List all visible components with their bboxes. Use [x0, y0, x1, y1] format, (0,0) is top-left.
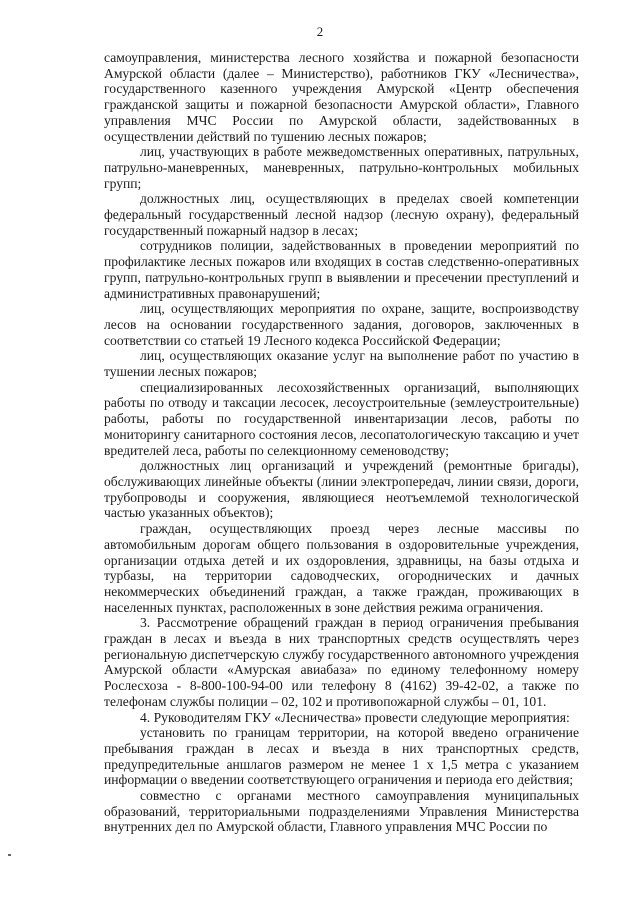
paragraph-joint-actions: совместно с органами местного самоуправления муниципальных образований, территориальными подразделениями Управления Министерства внутренних дел по Амурской области, Главного управления МЧС России по: [104, 788, 579, 835]
paragraph-forest-protection: лиц, осуществляющих мероприятия по охране, защите, воспроизводству лесов на основании государственного задания, договоров, заключенных в соответствии со статьей 19 Лесного кодекса Российской Федерации;: [104, 301, 579, 348]
paragraph-firefighting-services: лиц, осуществляющих оказание услуг на выполнение работ по участию в тушении лесных пожаров;: [104, 348, 579, 380]
paragraph-patrol-groups: лиц, участвующих в работе межведомственных оперативных, патрульных, патрульно-маневренных, маневренных, патрульно-контрольных мобильных групп;: [104, 144, 579, 191]
paragraph-forestry-organizations: специализированных лесохозяйственных организаций, выполняющих работы по отводу и таксации лесосек, лесоустроительные (землеустроительные) работы, работы по государственной инвентаризации лесов, работы по мониторингу санитарного состояния лесов, лесопатологическую таксацию и учет вредителей леса, работы по селекционному семеноводству;: [104, 379, 579, 458]
paragraph-item-4-heading: 4. Руководителям ГКУ «Лесничества» провести следующие мероприятия:: [140, 709, 570, 725]
paragraph-forest-supervision: должностных лиц, осуществляющих в пределах своей компетенции федеральный государственный лесной надзор (лесную охрану), федеральный государственный пожарный надзор в лесах;: [104, 191, 579, 238]
paragraph-continuation: самоуправления, министерства лесного хозяйства и пожарной безопасности Амурской области (далее – Министерство), работников ГКУ «Лесничества», государственного казенного учреждения Амурской «Центр обеспечения гражданской защиты и пожарной безопасности Амурской области», Главного управления МЧС России по Амурской области, задействованных в осуществлении действий по тушению лесных пожаров;: [104, 50, 579, 144]
paragraph-police-officers: сотрудников полиции, задействованных в проведении мероприятий по профилактике лесных пожаров или входящих в состав следственно-оперативных групп, патрульно-контрольных групп в выявлении и пресечении преступлений и административных правонарушений;: [104, 238, 579, 301]
paragraph-warning-signs: установить по границам территории, на которой введено ограничение пребывания граждан в лесах и въезда в них транспортных средств, предупредительные аншлагов размером не менее 1 х 1,5 метра с указанием информации о введении соответствующего ограничения и периода его действия;: [104, 725, 579, 788]
paragraph-item-3-appeals: 3. Рассмотрение обращений граждан в период ограничения пребывания граждан в лесах и въезда в них транспортных средств осуществлять через региональную диспетчерскую службу государственного автономного учреждения Амурской области «Амурская авиабаза» по единому телефонному номеру Рослесхоза - 8-800-100-94-00 или телефону 8 (4162) 39-42-02, а также по телефонам службы полиции – 02, 102 и противопожарной службы – 01, 101.: [104, 615, 579, 709]
page-number: 2: [316, 24, 324, 39]
document-body: [104, 50, 579, 835]
margin-mark: [8, 854, 11, 856]
paragraph-linear-objects: должностных лиц организаций и учреждений (ремонтные бригады), обслуживающих линейные объекты (линии электропередач, линии связи, дороги, трубопроводы и сооружения, являющиеся неотъемлемой технологической частью указанных объектов);: [104, 458, 579, 521]
paragraph-citizens-transit: граждан, осуществляющих проезд через лесные массивы по автомобильным дорогам общего пользования в оздоровительные учреждения, организации отдыха детей и их оздоровления, здравницы, на базы отдыха и турбазы, на территории садоводческих, огороднических и дачных некоммерческих объединений граждан, а также граждан, проживающих в населенных пунктах, расположенных в зоне действия режима ограничения.: [104, 521, 579, 615]
